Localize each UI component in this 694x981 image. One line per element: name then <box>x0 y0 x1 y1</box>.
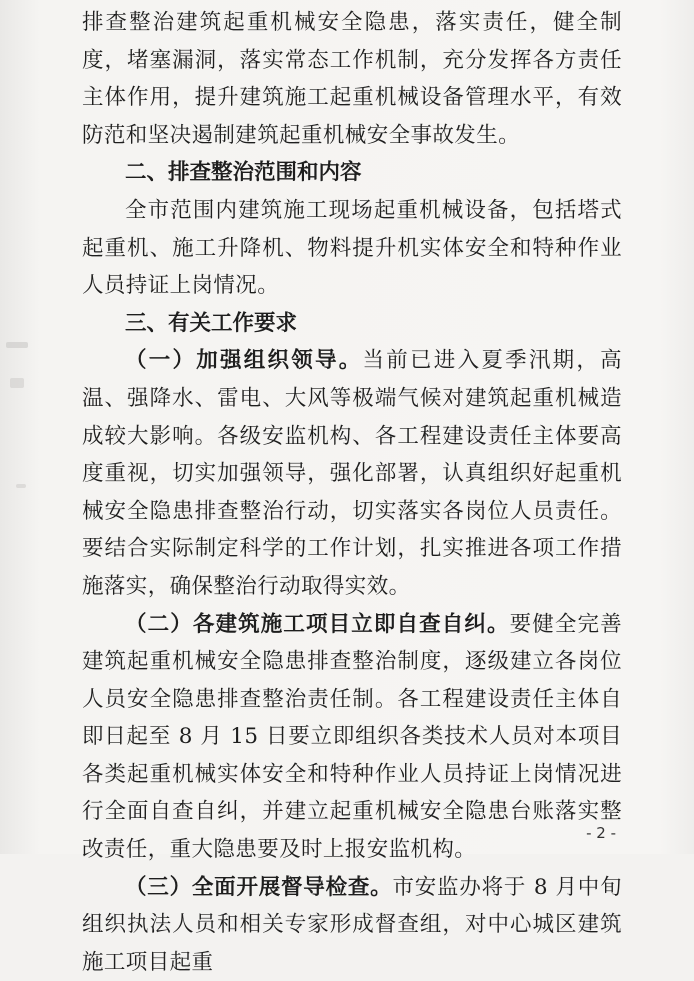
paragraph-supervision-body: 市安监办将于 8 月中旬组织执法人员和相关专家形成督查组，对中心城区建筑施工项目起重 <box>82 874 622 975</box>
section-heading-requirements: 三、有关工作要求 <box>125 310 298 336</box>
paragraph-intro: 排查整治建筑起重机械安全隐患，落实责任，健全制度，堵塞漏洞，落实常态工作机制，充分发挥各方责任主体作用，提升建筑施工起重机械设备管理水平，有效防范和坚决遏制建筑起重机械安全事故发生。 <box>82 10 622 148</box>
subheading-supervision: （三）全面开展督导检查。 <box>125 874 393 900</box>
scan-artifact <box>10 378 24 388</box>
section-heading-scope: 二、排查整治范围和内容 <box>125 160 362 186</box>
paragraph-leadership <box>82 342 622 605</box>
paragraph-leadership-body: 当前已进入夏季汛期，高温、强降水、雷电、大风等极端气候对建筑起重机械造成较大影响。各级安监机构、各工程建设责任主体要高度重视，切实加强领导，强化部署，认真组织好起重机械安全隐患排查整治行动，切实落实各岗位人员责任。要结合实际制定科学的工作计划，扎实推进各项工作措施落实，确保整治行动取得实效。 <box>82 348 622 599</box>
paragraph-self-inspection <box>82 606 622 869</box>
scan-artifact <box>16 484 26 488</box>
document-body <box>82 4 622 981</box>
subheading-leadership: （一）加强组织领导。 <box>125 348 363 374</box>
page-number: - 2 - <box>586 824 616 842</box>
paragraph-supervision <box>82 869 622 981</box>
paragraph-scope: 全市范围内建筑施工现场起重机械设备，包括塔式起重机、施工升降机、物料提升机实体安全和特种作业人员持证上岗情况。 <box>82 197 622 299</box>
paragraph-self-inspection-body: 要健全完善建筑起重机械安全隐患排查整治制度，逐级建立各岗位人员安全隐患排查整治责任制。各工程建设责任主体自即日起至 8 月 15 日要立即组织各类技术人员对本项目各类起重机械实体安全和特种作业人员持证上岗情况进行全面自查自纠，并建立起重机械安全隐患台账落实整改责任，重大隐患要及时上报安监机构。 <box>82 611 622 863</box>
scan-artifact <box>6 342 28 348</box>
subheading-self-inspection: （二）各建筑施工项目立即自查自纠。 <box>125 611 510 637</box>
